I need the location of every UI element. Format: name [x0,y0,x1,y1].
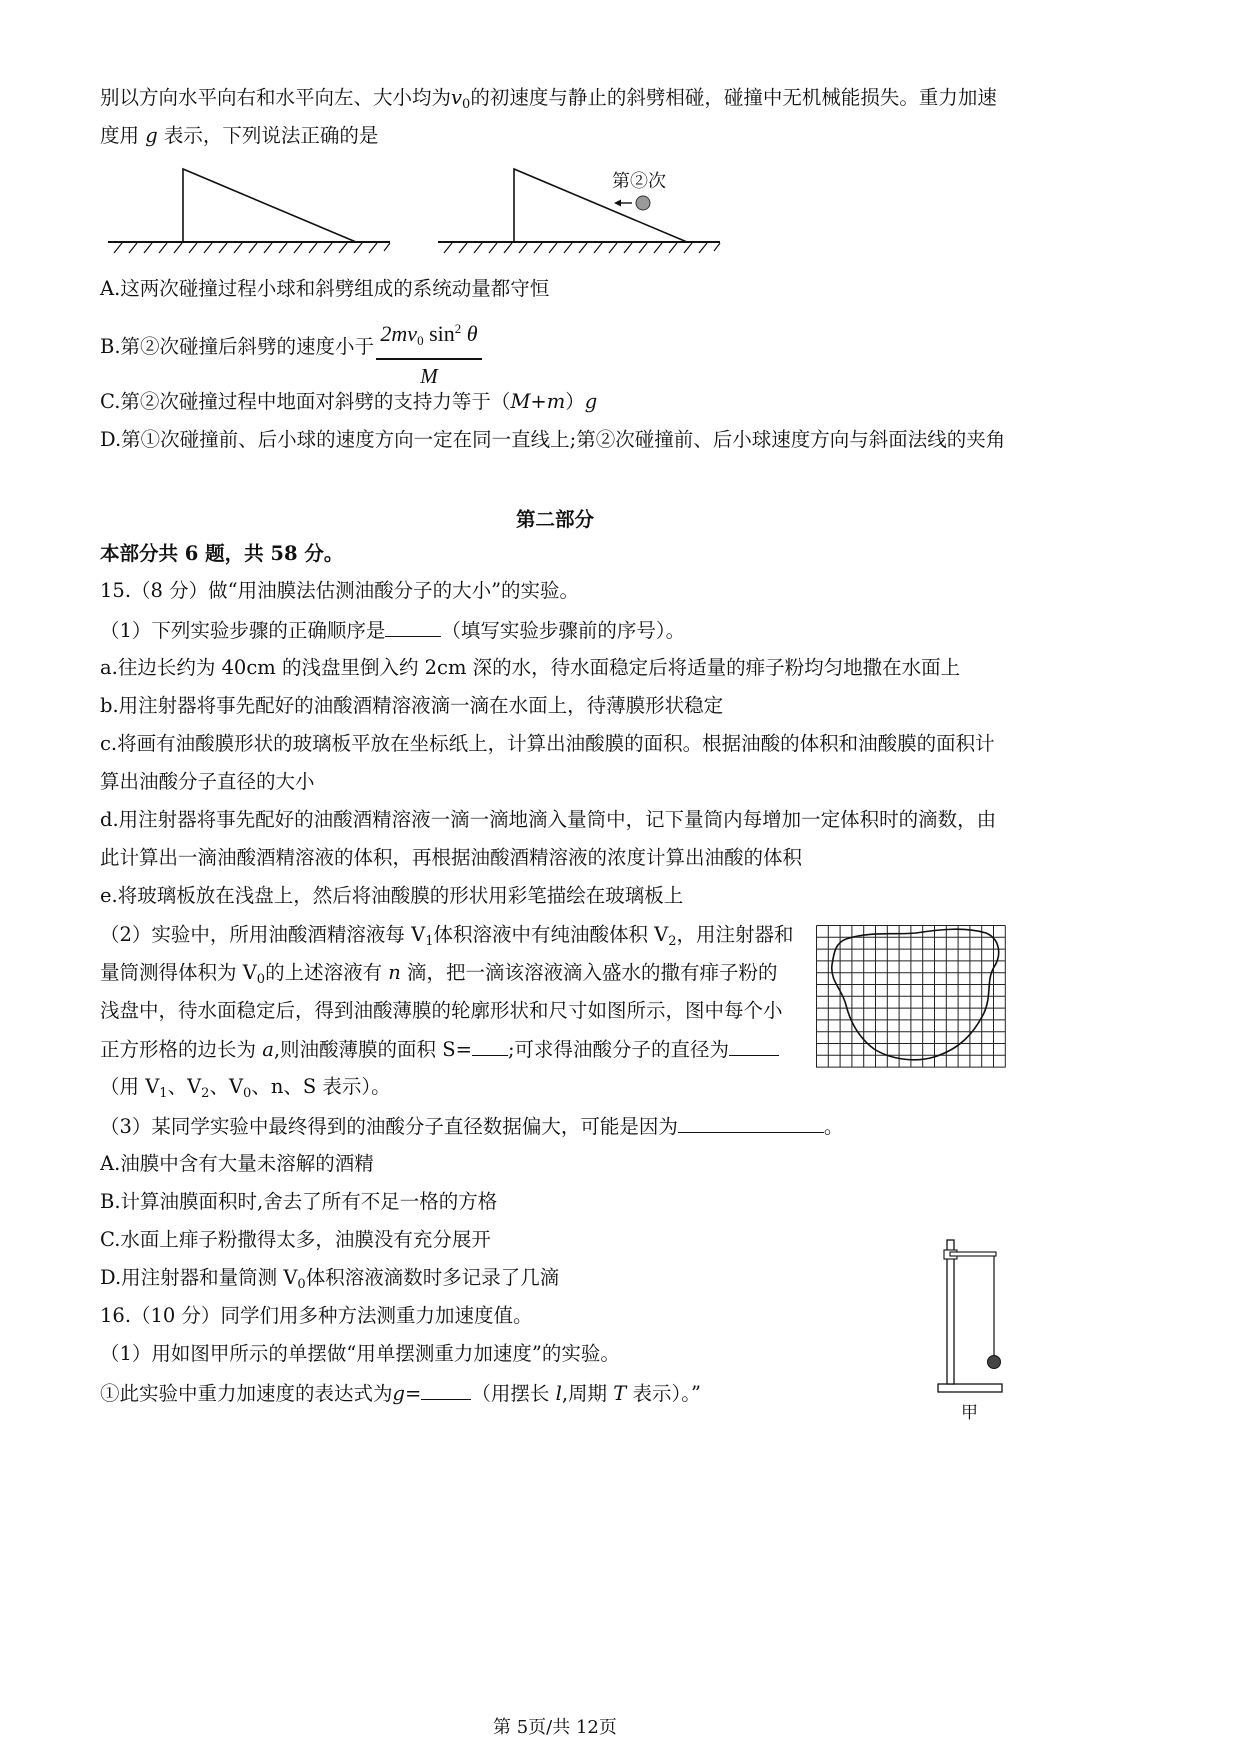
option-b-fraction [376,316,482,389]
subscript: 1 [425,934,434,949]
intro-text: 别以方向水平向右和水平向左、大小均为 [100,86,452,109]
q15-option-c: C.水面上痱子粉撒得太多，油膜没有充分展开 [100,1228,491,1251]
q15-part3 [100,1113,843,1140]
period-symbol: T [613,1382,627,1405]
part-title: 第二部分 [516,508,595,531]
part-summary: 本部分共 6 题，共 58 分。 [100,542,344,565]
q15-part3-text: 。 [823,1115,844,1138]
q16-part1-question [100,1380,701,1407]
drop-count-symbol: n [388,961,401,984]
subscript: 0 [297,1277,306,1292]
figure-label-2: 第②次 [612,171,666,192]
length-symbol: l [555,1382,562,1405]
q15-part2-line1 [100,922,794,955]
option-c-gravity: g [584,390,598,413]
fraction-subscript: 0 [417,333,424,348]
option-c [100,389,597,415]
step-d-line1: d.用注射器将事先配好的油酸酒精溶液一滴一滴地滴入量筒中，记下量筒内每增加一定体积时的滴数，由 [100,808,997,831]
q15-part2-text: 、n、S 表示）。 [251,1075,391,1098]
subscript: 1 [159,1086,168,1101]
subscript: 0 [243,1086,252,1101]
q15-option-d [100,1265,559,1298]
q15-part2-text: 量筒测得体积为 V [100,961,257,984]
option-b-text: B.第②次碰撞后斜劈的速度小于 [100,335,375,358]
intro-text: 度用 [100,124,140,147]
intro-line-1 [100,85,997,118]
q15-part2-text: 的上述溶液有 [265,961,383,984]
q15-part2-text: （2）实验中，所用油酸酒精溶液每 V [100,923,426,946]
q15-part2-text: 正方形格的边长为 [100,1038,257,1061]
q15-part2-line2 [100,960,778,993]
fraction-bar [376,358,482,360]
q15-part2-text: 、V [209,1075,244,1098]
area-answer-blank[interactable] [472,1036,508,1056]
q15-part2-text: （用 V [100,1075,160,1098]
q16-text: = [405,1382,422,1405]
intro-text: 的初速度与静止的斜劈相碰，碰撞中无机械能损失。重力加速 [470,86,997,109]
option-d: D.第①次碰撞前、后小球的速度方向一定在同一直线上;第②次碰撞前、后小球速度方向与斜面法线的夹角 [100,428,1006,451]
diameter-answer-blank[interactable] [729,1036,779,1056]
reason-answer-blank[interactable] [678,1113,824,1133]
fraction-numerator: 2mv [380,321,418,346]
q15-part2-text: ,则油酸薄膜的面积 S= [273,1038,472,1061]
q15-part3-text: （3）某同学实验中最终得到的油酸分子直径数据偏大，可能是因为 [100,1115,678,1138]
fraction-denominator: M [420,363,438,388]
q15-part2-line5 [100,1074,391,1107]
q16-text: （用摆长 [471,1382,550,1405]
q15-option-d-text: 体积溶液滴数时多记录了几滴 [305,1266,560,1289]
option-b [100,334,374,360]
intro-text: 表示，下列说法正确的是 [163,124,379,147]
q15-part1-text: （1）下列实验步骤的正确顺序是 [100,619,386,642]
q15-part2-text: 体积溶液中有纯油酸体积 V [433,923,669,946]
gravity-symbol: g [145,124,158,147]
q16-stem: 16.（10 分）同学们用多种方法测重力加速度值。 [100,1304,533,1327]
subscript: 2 [201,1086,210,1101]
q15-part2-text: 滴，把一滴该溶液滴入盛水的撒有痱子粉的 [407,961,778,984]
option-c-text: C.第②次碰撞过程中地面对斜劈的支持力等于（ [100,390,511,413]
q16-text: 表示）。” [632,1382,701,1405]
q16-text: ①此实验中重力加速度的表达式为 [100,1382,393,1405]
subscript: 0 [256,972,266,987]
q15-part1 [100,617,685,644]
velocity-symbol: v [451,86,463,109]
fraction-sin: sin [423,321,455,346]
step-b: b.用注射器将事先配好的油酸酒精溶液滴一滴在水面上，待薄膜形状稳定 [100,694,724,717]
pendulum-figure [936,1236,1006,1396]
q15-part2-line4 [100,1036,779,1063]
step-c-line2: 算出油酸分子直径的大小 [100,770,315,793]
intro-line-2 [100,123,378,149]
q15-part2-text: 、V [167,1075,202,1098]
g-expression-blank[interactable] [421,1380,471,1400]
q16-part1: （1）用如图甲所示的单摆做“用单摆测重力加速度”的实验。 [100,1342,620,1365]
step-e: e.将玻璃板放在浅盘上，然后将油酸膜的形状用彩笔描绘在玻璃板上 [100,884,684,907]
subscript: 2 [668,934,677,949]
pendulum-figure-label: 甲 [961,1403,978,1423]
q15-part1-text: （填写实验步骤前的序号）。 [441,619,686,642]
q15-option-d-text: D.用注射器和量筒测 V [100,1266,298,1289]
page-number: 第 5页/共 12页 [493,1717,617,1738]
answer-blank[interactable] [385,617,441,637]
option-c-mass: M+m [510,390,566,413]
q15-option-a: A.油膜中含有大量未溶解的酒精 [100,1152,374,1175]
gravity-symbol: g [392,1382,405,1405]
option-c-text: ） [565,390,585,413]
side-length-symbol: a [262,1038,274,1061]
step-a: a.往边长约为 40cm 的浅盘里倒入约 2cm 深的水，待水面稳定后将适量的痱子粉均匀地撒在水面上 [100,656,961,679]
q15-part2-text: ，用注射器和 [676,923,794,946]
fraction-superscript: 2 [454,321,462,336]
q15-stem: 15.（8 分）做“用油膜法估测油酸分子的大小”的实验。 [100,579,580,602]
q16-text: ,周期 [561,1382,608,1405]
step-d-line2: 此计算出一滴油酸酒精溶液的体积，再根据油酸酒精溶液的浓度计算出油酸的体积 [100,846,803,869]
oil-film-grid-figure [816,925,1006,1068]
velocity-subscript: 0 [462,97,471,112]
fraction-theta: θ [461,321,478,346]
q15-option-b: B.计算油膜面积时,舍去了所有不足一格的方格 [100,1190,498,1213]
option-a: A.这两次碰撞过程小球和斜劈组成的系统动量都守恒 [100,277,550,300]
step-c-line1: c.将画有油酸膜形状的玻璃板平放在坐标纸上，计算出油酸膜的面积。根据油酸的体积和油酸膜的面积计 [100,732,995,755]
q15-part2-line3: 浅盘中，待水面稳定后，得到油酸薄膜的轮廓形状和尺寸如图所示，图中每个小 [100,999,783,1022]
q15-part2-text: ;可求得油酸分子的直径为 [507,1038,730,1061]
